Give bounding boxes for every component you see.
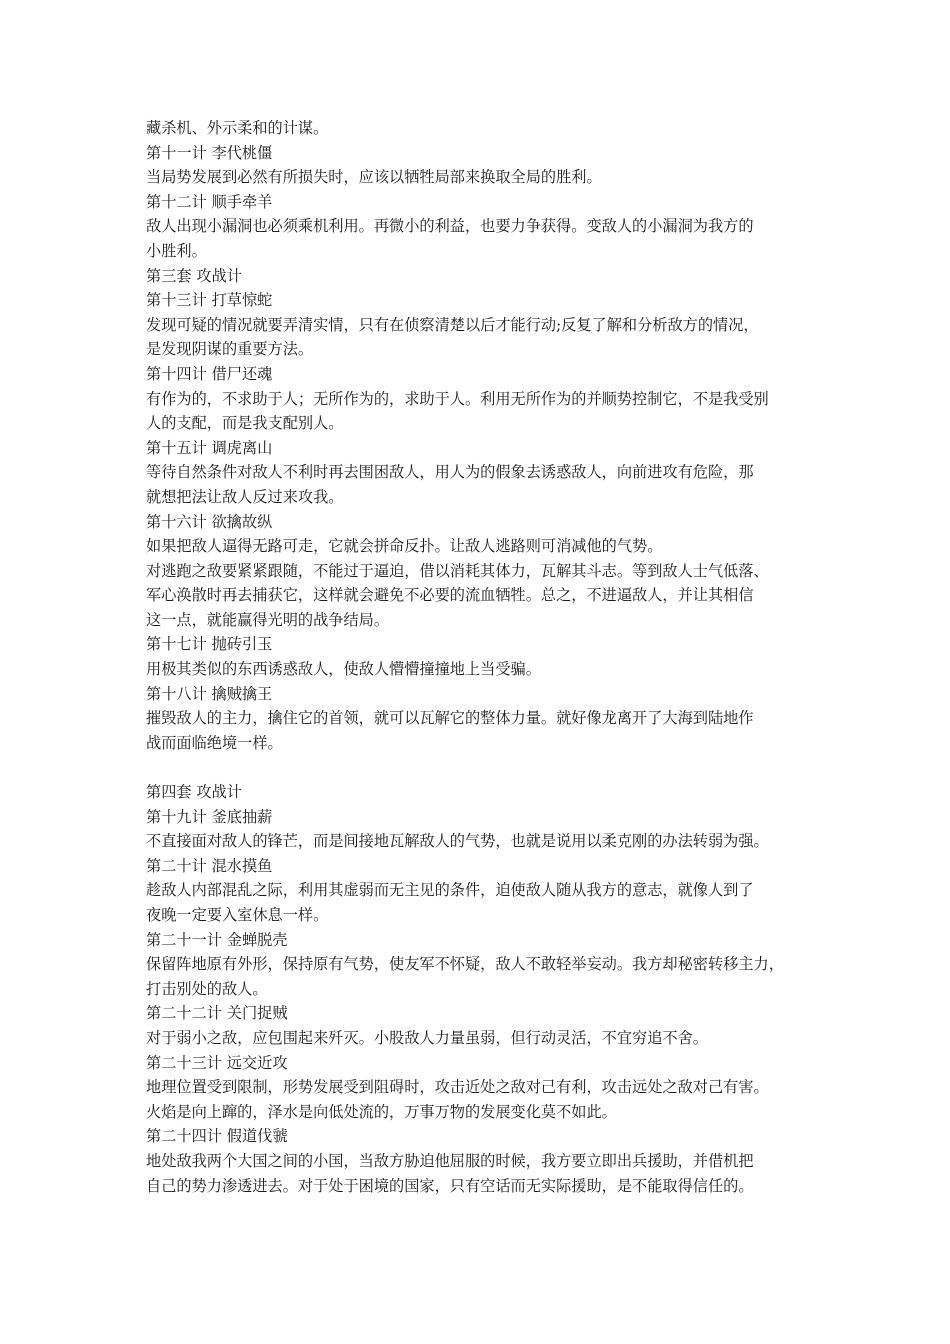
document-page bbox=[146, 116, 826, 1198]
section-heading: 第三套 攻战计 bbox=[146, 266, 242, 285]
stratagem-heading: 第十四计 借尸还魂 bbox=[146, 364, 273, 383]
text-line: 有作为的，不求助于人；无所作为的，求助于人。利用无所作为的并顺势控制它，不是我受别 bbox=[146, 389, 769, 408]
stratagem-heading: 第二十三计 远交近攻 bbox=[146, 1053, 288, 1072]
text-line: 摧毁敌人的主力，擒住它的首领，就可以瓦解它的整体力量。就好像龙离开了大海到陆地作 bbox=[146, 709, 754, 728]
text-line: 保留阵地原有外形，保持原有气势，使友军不怀疑，敌人不敢轻举妄动。我方却秘密转移主力， bbox=[146, 955, 784, 974]
text-line: 这一点，就能赢得光明的战争结局。 bbox=[146, 610, 389, 629]
text-line: 火焰是向上蹿的，泽水是向低处流的，万事万物的发展变化莫不如此。 bbox=[146, 1102, 617, 1121]
stratagem-heading: 第十一计 李代桃僵 bbox=[146, 143, 273, 162]
text-line: 夜晚一定要入室休息一样。 bbox=[146, 906, 329, 924]
blank-line bbox=[146, 755, 826, 780]
text-line: 用极其类似的东西诱惑敌人，使敌人懵懵撞撞地上当受骗。 bbox=[146, 660, 541, 679]
text-line: 对逃跑之敌要紧紧跟随，不能过于逼迫，借以消耗其体力，瓦解其斗志。等到敌人士气低落、 bbox=[146, 561, 769, 580]
text-line: 地处敌我两个大国之间的小国，当敌方胁迫他屈服的时候，我方要立即出兵援助，并借机把 bbox=[146, 1151, 754, 1170]
text-line: 对于弱小之敌，应包围起来歼灭。小股敌人力量虽弱，但行动灵活，不宜穷追不舍。 bbox=[146, 1028, 708, 1047]
stratagem-heading: 第十八计 擒贼擒王 bbox=[146, 684, 273, 703]
text-line: 不直接面对敌人的锋芒，而是间接地瓦解敌人的气势，也就是说用以柔克刚的办法转弱为强。 bbox=[146, 832, 769, 851]
stratagem-heading: 第十九计 釜底抽薪 bbox=[146, 807, 273, 826]
text-line: 发现可疑的情况就要弄清实情，只有在侦察清楚以后才能行动;反复了解和分析敌方的情况， bbox=[146, 315, 759, 334]
stratagem-heading: 第二十四计 假道伐虢 bbox=[146, 1127, 288, 1146]
stratagem-heading: 第十二计 顺手牵羊 bbox=[146, 192, 273, 211]
text-line: 就想把法让敌人反过来攻我。 bbox=[146, 487, 344, 506]
text-line: 地理位置受到限制，形势发展受到阻碍时，攻击近处之敌对己有利，攻击远处之敌对己有害。 bbox=[146, 1078, 769, 1097]
stratagem-heading: 第十七计 抛砖引玉 bbox=[146, 635, 273, 654]
text-line: 当局势发展到必然有所损失时，应该以牺牲局部来换取全局的胜利。 bbox=[146, 168, 602, 187]
stratagem-heading: 第二十二计 关门捉贼 bbox=[146, 1004, 288, 1023]
text-line: 自己的势力渗透进去。对于处于困境的国家，只有空话而无实际援助，是不能取得信任的。 bbox=[146, 1176, 754, 1195]
text-line: 军心涣散时再去捕获它，这样就会避免不必要的流血牺牲。总之，不进逼敌人，并让其相信 bbox=[146, 586, 754, 605]
text-line: 等待自然条件对敌人不利时再去围困敌人，用人为的假象去诱惑敌人，向前进攻有危险，那 bbox=[146, 463, 754, 482]
stratagem-heading: 第二十一计 金蝉脱壳 bbox=[146, 930, 288, 949]
text-line: 趁敌人内部混乱之际，利用其虚弱而无主见的条件，迫使敌人随从我方的意志，就像人到了 bbox=[146, 881, 754, 900]
stratagem-heading: 第十六计 欲擒故纵 bbox=[146, 512, 273, 531]
section-heading: 第四套 攻战计 bbox=[146, 783, 242, 802]
stratagem-heading: 第二十计 混水摸鱼 bbox=[146, 856, 273, 875]
text-line: 如果把敌人逼得无路可走，它就会拼命反扑。让敌人逃路则可消减他的气势。 bbox=[146, 537, 663, 556]
stratagem-heading: 第十三计 打草惊蛇 bbox=[146, 291, 273, 310]
text-line: 藏杀机、外示柔和的计谋。 bbox=[146, 119, 329, 137]
text-line: 人的支配，而是我支配别人。 bbox=[146, 414, 344, 433]
text-line: 战而面临绝境一样。 bbox=[146, 733, 283, 752]
text-line: 打击别处的敌人。 bbox=[146, 979, 268, 998]
stratagem-heading: 第十五计 调虎离山 bbox=[146, 438, 273, 457]
text-line: 小胜利。 bbox=[146, 241, 207, 260]
text-line: 敌人出现小漏洞也必须乘机利用。再微小的利益，也要力争获得。变敌人的小漏洞为我方的 bbox=[146, 217, 754, 236]
text-line: 是发现阴谋的重要方法。 bbox=[146, 340, 314, 359]
